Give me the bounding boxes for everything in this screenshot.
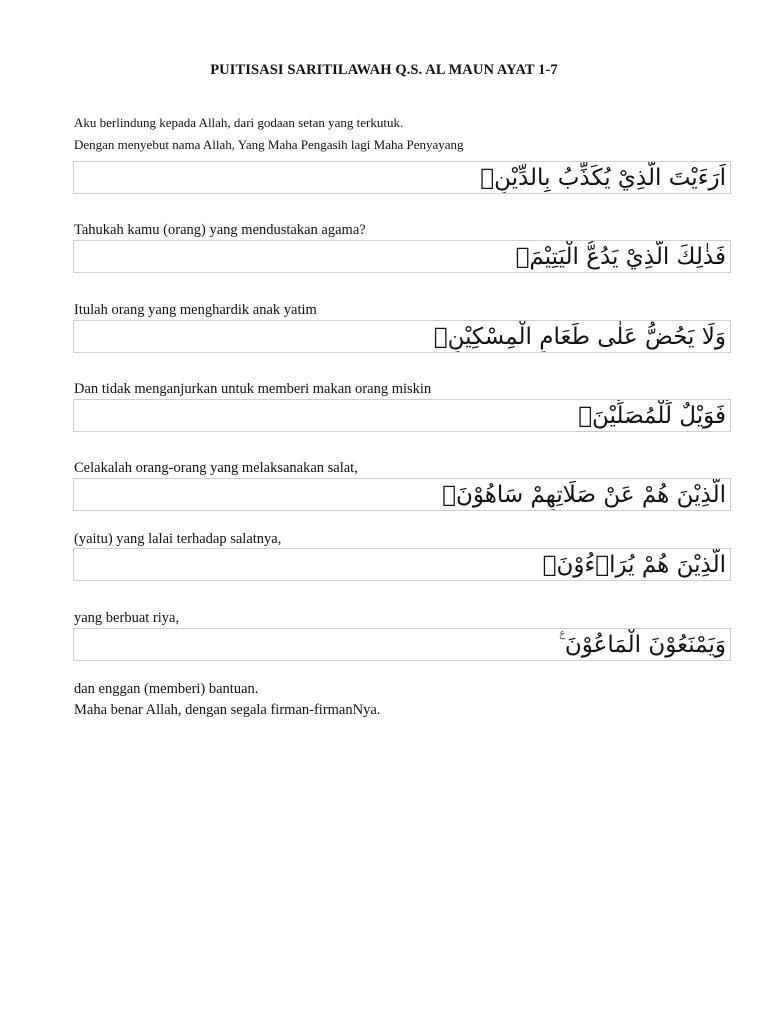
verse-4-arabic: فَوَيْلٌ لِّلْمُصَلِّيْنَۙ bbox=[73, 399, 731, 432]
document-title: PUITISASI SARITILAWAH Q.S. AL MAUN AYAT 1-7 bbox=[210, 62, 558, 78]
verse-1-arabic: اَرَءَيْتَ الَّذِيْ يُكَذِّبُ بِالدِّيْنِۗ bbox=[73, 161, 731, 194]
basmalah-translation: Dengan menyebut nama Allah, Yang Maha Pengasih lagi Maha Penyayang bbox=[74, 137, 464, 152]
verse-7-translation: dan enggan (memberi) bantuan. bbox=[74, 681, 259, 697]
verse-2-arabic: فَذٰلِكَ الَّذِيْ يَدُعُّ الْيَتِيْمَۙ bbox=[73, 240, 731, 273]
verse-5-translation: (yaitu) yang lalai terhadap salatnya, bbox=[74, 531, 282, 547]
verse-3-arabic: وَلَا يَحُضُّ عَلٰى طَعَامِ الْمِسْكِيْنِۗ bbox=[73, 320, 731, 353]
verse-3-translation: Dan tidak menganjurkan untuk memberi makan orang miskin bbox=[74, 381, 432, 397]
verse-7-arabic: وَيَمْنَعُوْنَ الْمَاعُوْنَ ࣖ bbox=[73, 628, 731, 661]
verse-6-arabic: الَّذِيْنَ هُمْ يُرَاۤءُوْنَۙ bbox=[73, 548, 731, 581]
verse-1-translation: Tahukah kamu (orang) yang mendustakan agama? bbox=[74, 222, 366, 238]
verse-6-translation: yang berbuat riya, bbox=[74, 610, 180, 626]
closing-statement: Maha benar Allah, dengan segala firman-firmanNya. bbox=[74, 702, 381, 718]
verse-2-translation: Itulah orang yang menghardik anak yatim bbox=[74, 302, 317, 318]
verse-4-translation: Celakalah orang-orang yang melaksanakan salat, bbox=[74, 460, 358, 476]
taawudz-translation: Aku berlindung kepada Allah, dari godaan setan yang terkutuk. bbox=[74, 115, 404, 130]
verse-5-arabic: الَّذِيْنَ هُمْ عَنْ صَلَاتِهِمْ سَاهُوْنَۙ bbox=[73, 478, 731, 511]
